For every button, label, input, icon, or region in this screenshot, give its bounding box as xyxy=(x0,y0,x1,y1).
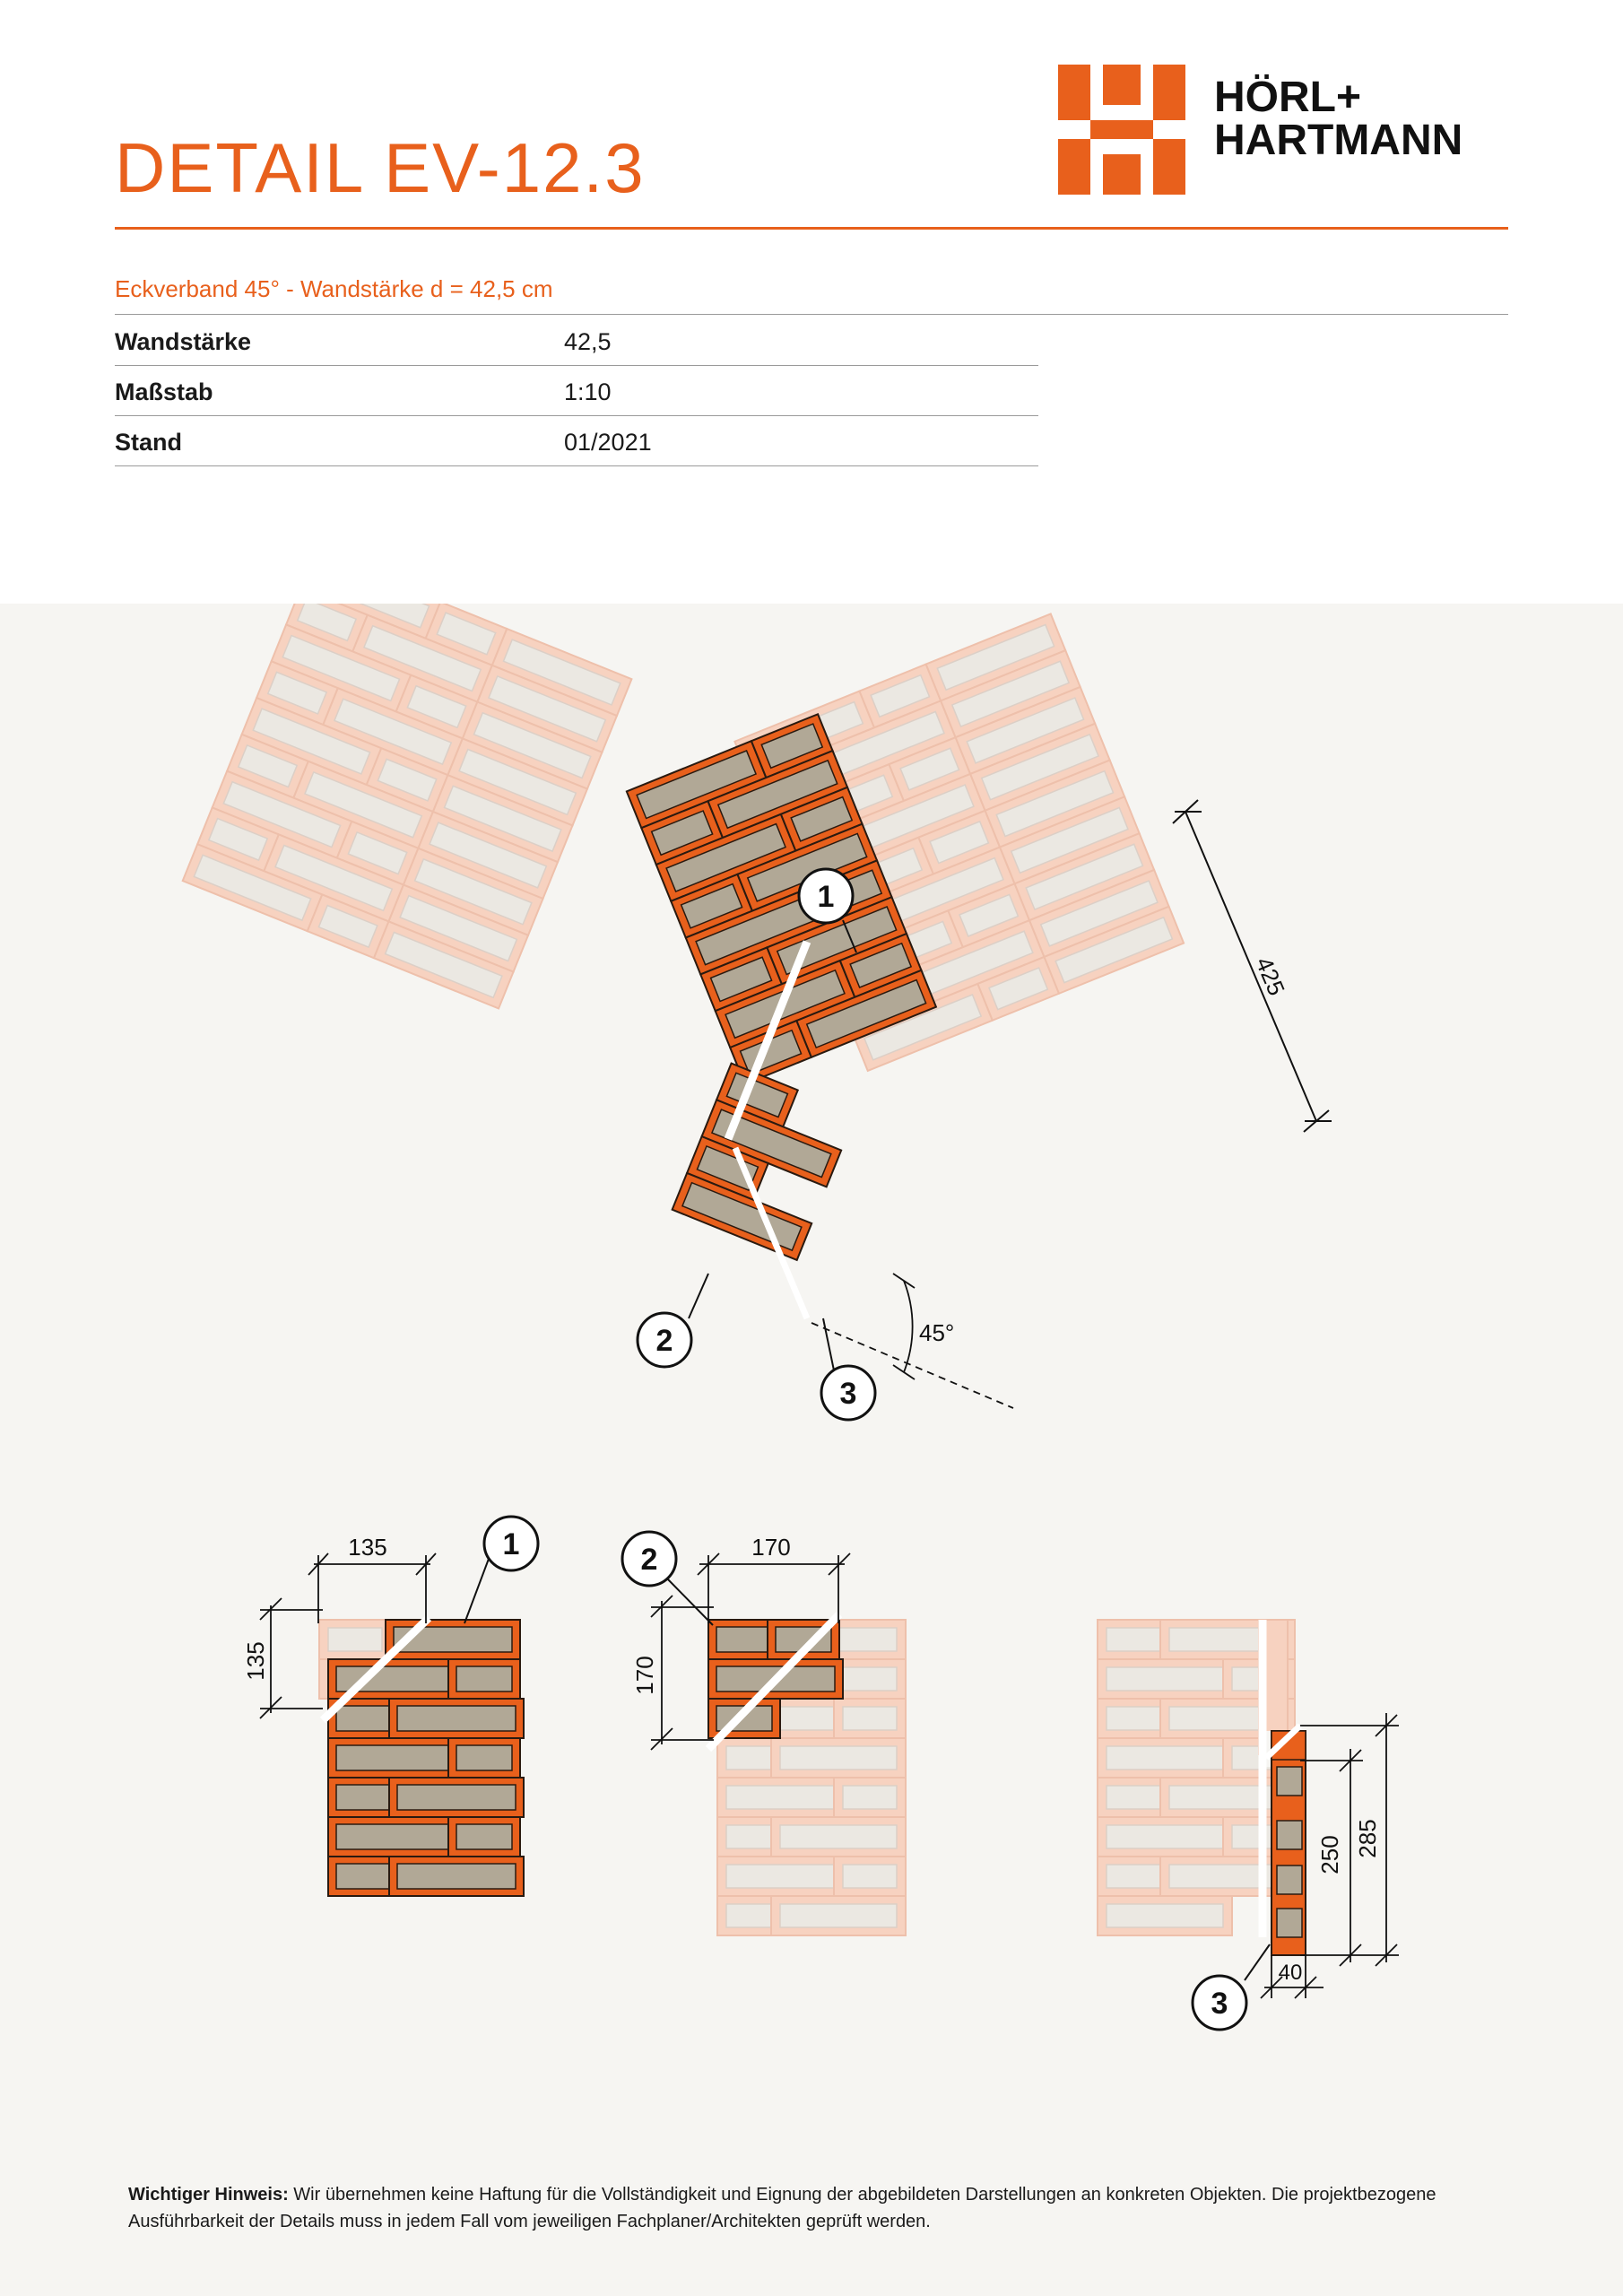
left-wall xyxy=(183,604,632,1008)
page-title: DETAIL EV-12.3 xyxy=(115,128,646,207)
brand-name-line2: HARTMANN xyxy=(1214,117,1463,164)
svg-text:3: 3 xyxy=(839,1377,857,1411)
detail-2 xyxy=(622,1532,906,1935)
property-value: 01/2021 xyxy=(564,429,652,456)
property-row xyxy=(115,316,1038,366)
property-row xyxy=(115,416,1038,466)
property-value: 42,5 xyxy=(564,328,612,355)
title-rule xyxy=(115,227,1508,230)
dimension-label: 170 xyxy=(631,1656,658,1695)
technical-drawing xyxy=(0,604,1623,2173)
disclaimer xyxy=(128,2181,1509,2235)
hoerl-hartmann-logo-icon xyxy=(1058,65,1185,195)
property-label: Maßstab xyxy=(115,378,213,405)
svg-text:2: 2 xyxy=(655,1324,673,1358)
disclaimer-label: Wichtiger Hinweis: xyxy=(128,2185,289,2205)
subtitle-rule xyxy=(115,314,1508,315)
callout-3-detail: 3 xyxy=(1211,1987,1228,2021)
callout-2 xyxy=(638,1274,708,1367)
property-label: Stand xyxy=(115,429,183,456)
brand-name-line1: HÖRL+ xyxy=(1214,74,1362,121)
callout-1-detail: 1 xyxy=(502,1527,520,1561)
callout-2-detail: 2 xyxy=(640,1543,658,1577)
property-row xyxy=(115,366,1038,416)
property-value: 1:10 xyxy=(564,378,612,405)
brand-logo xyxy=(1058,65,1506,197)
detail-1 xyxy=(242,1517,538,1896)
detail-3 xyxy=(1098,1620,1399,2030)
dimension-label: 40 xyxy=(1278,1961,1303,1985)
callout-3 xyxy=(821,1318,875,1420)
corner-block-2 xyxy=(673,1064,856,1260)
dimension-label: 285 xyxy=(1354,1819,1381,1858)
dimension-label: 135 xyxy=(348,1534,387,1561)
angle-label: 45° xyxy=(919,1319,955,1346)
dimension-label: 425 xyxy=(1250,952,1291,1000)
svg-text:1: 1 xyxy=(817,880,835,914)
page-subtitle: Eckverband 45° - Wandstärke d = 42,5 cm xyxy=(115,275,553,302)
disclaimer-text: Wir übernehmen keine Haftung für die Vollständigkeit und Eignung der abgebildeten Darstellungen an konkreten Objekten. Die projektbezogene Ausführbarkeit der Details muss in jedem Fall vom jeweiligen Fachplaner/Architekten geprüft werden. xyxy=(128,2185,1436,2231)
property-label: Wandstärke xyxy=(115,328,252,355)
dimension-label: 170 xyxy=(751,1534,791,1561)
dimension-label: 135 xyxy=(242,1641,269,1681)
dimension-label: 250 xyxy=(1316,1835,1343,1874)
